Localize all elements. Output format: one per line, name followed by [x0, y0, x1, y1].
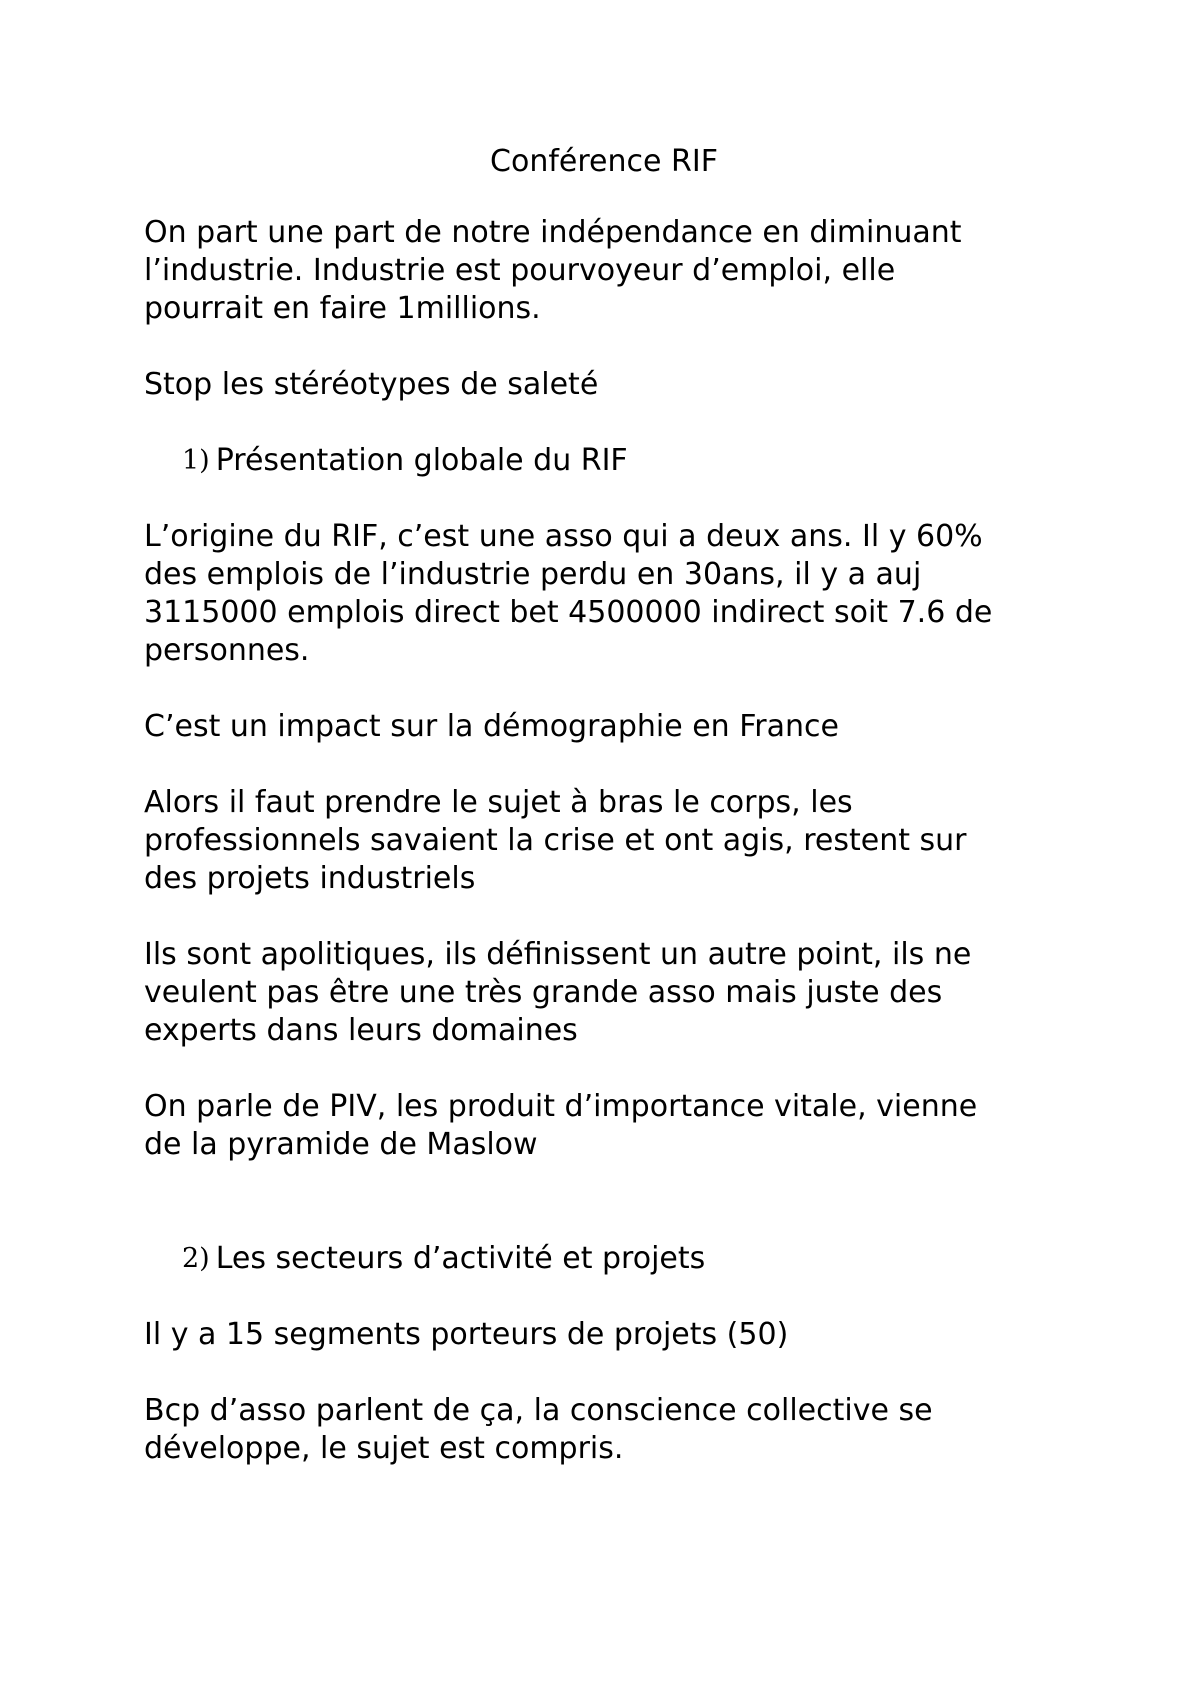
document-body — [144, 143, 1094, 1506]
section-2-title: Les secteurs d’activité et projets — [215, 1241, 706, 1276]
section-1-number: 1) — [182, 445, 210, 476]
section-1-paragraph-4: Ils sont apolitiques, ils définissent un autre point, ils ne veulent pas être une très grande asso mais juste des experts dans leurs domaines — [144, 937, 972, 1048]
section-2-number: 2) — [182, 1243, 210, 1274]
section-1-heading — [144, 442, 1094, 480]
section-2-heading — [144, 1240, 1094, 1278]
document-title: Conférence RIF — [490, 144, 718, 179]
section-2-paragraph-1: Il y a 15 segments porteurs de projets (50) — [144, 1317, 789, 1352]
intro-paragraph-1: On part une part de notre indépendance en diminuant l’industrie. Industrie est pourvoyeur d’emploi, elle pourrait en faire 1millions. — [144, 215, 962, 326]
section-1-paragraph-1: L’origine du RIF, c’est une asso qui a deux ans. Il y 60% des emplois de l’industrie perdu en 30ans, il y a auj 3115000 emplois direct bet 4500000 indirect soit 7.6 de personnes. — [144, 519, 993, 668]
blank-line — [144, 1202, 1094, 1240]
section-1-title: Présentation globale du RIF — [215, 443, 628, 478]
intro-paragraph-2: Stop les stéréotypes de saleté — [144, 367, 599, 402]
section-1-paragraph-5: On parle de PIV, les produit d’importance vitale, vienne de la pyramide de Maslow — [144, 1089, 978, 1162]
section-1-paragraph-3: Alors il faut prendre le sujet à bras le corps, les professionnels savaient la crise et ont agis, restent sur des projets industriels — [144, 785, 967, 896]
section-1-paragraph-2: C’est un impact sur la démographie en France — [144, 709, 839, 744]
section-2-paragraph-2: Bcp d’asso parlent de ça, la conscience collective se développe, le sujet est compris. — [144, 1393, 933, 1466]
